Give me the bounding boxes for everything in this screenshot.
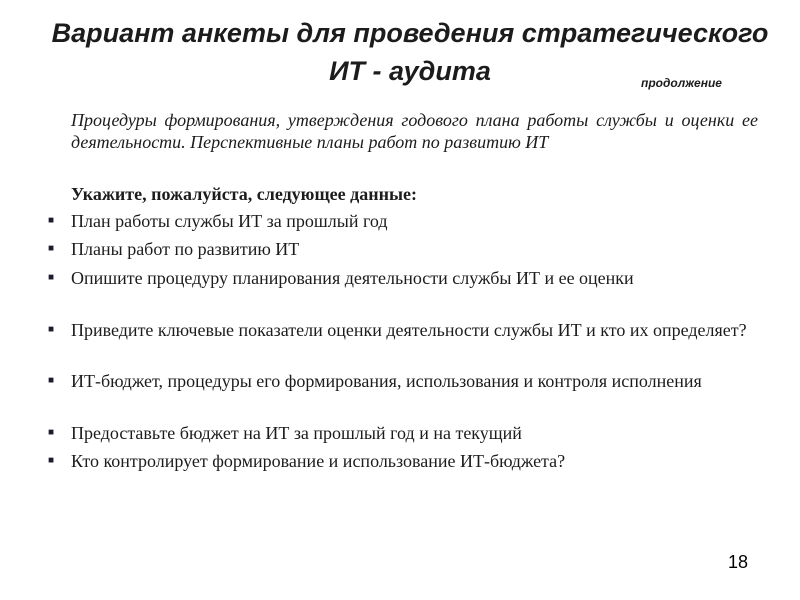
square-bullet-icon: ■ [48, 324, 55, 335]
list-item-text: Планы работ по развитию ИТ [71, 239, 300, 259]
list-item [40, 210, 758, 232]
list-item [40, 422, 758, 444]
list-item [40, 450, 758, 472]
list-item-text: Опишите процедуру планирования деятельности службы ИТ и ее оценки [71, 268, 634, 288]
square-bullet-icon: ■ [48, 427, 55, 438]
intro-paragraph: Процедуры формирования, утверждения годового плана работы службы и оценки ее деятельности. Перспективные планы работ по развитию ИТ [71, 110, 758, 152]
list-item [40, 319, 758, 341]
list-item-text: План работы службы ИТ за прошлый год [71, 211, 388, 231]
list-item [40, 370, 758, 392]
slide-title: Вариант анкеты для проведения стратегического ИТ - аудита [51, 18, 769, 86]
request-prompt: Укажите, пожалуйста, следующее данные: [71, 184, 417, 204]
continuation-label: продолжение [641, 76, 722, 90]
list-item [40, 238, 758, 260]
list-item-text: Кто контролирует формирование и использование ИТ-бюджета? [71, 451, 566, 471]
list-item-text: Предоставьте бюджет на ИТ за прошлый год и на текущий [71, 423, 522, 443]
page-number: 18 [728, 552, 749, 572]
square-bullet-icon: ■ [48, 243, 55, 254]
list-item-text: Приведите ключевые показатели оценки деятельности службы ИТ и кто их определяет? [71, 320, 747, 340]
square-bullet-icon: ■ [48, 455, 55, 466]
square-bullet-icon: ■ [48, 215, 55, 226]
square-bullet-icon: ■ [48, 272, 55, 283]
list-item [40, 267, 758, 289]
square-bullet-icon: ■ [48, 375, 55, 386]
list-item-text: ИТ-бюджет, процедуры его формирования, использования и контроля исполнения [71, 371, 702, 391]
